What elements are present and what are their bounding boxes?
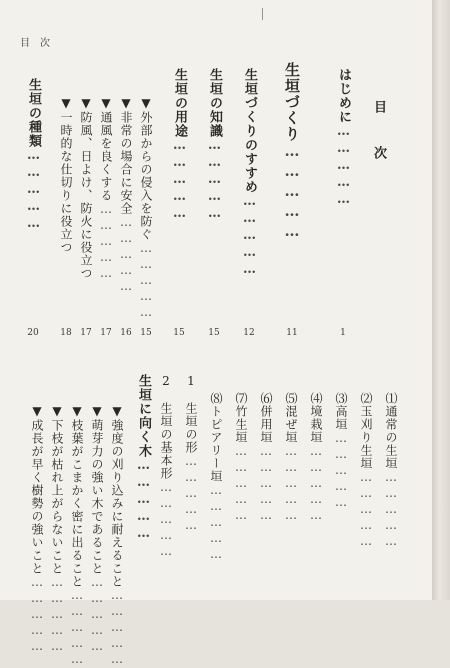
dot-leader: …………… [26,148,41,233]
dot-leader: …………… [110,588,124,668]
toc-entry [182,374,200,534]
toc-entry [232,392,250,524]
toc-entry-label: ▼一時的な仕切りに役立つ [59,96,73,254]
toc-entry [77,96,95,280]
toc-entry-label: ⑷境栽垣 [309,392,323,444]
dot-leader: …………… [209,483,223,563]
dot-leader: …………… [139,241,153,321]
toc-entry-label: 生垣に向く木 [136,374,151,458]
dot-leader: …………… [234,444,248,524]
toc-page-number: 17 [100,328,112,338]
toc-page-number: 12 [243,328,255,338]
dot-leader: …………… [184,454,198,534]
toc-entry [97,96,115,282]
toc-entry [48,404,66,655]
toc-entry-label: ⑴通常の生垣 [384,392,398,470]
toc-entry [28,404,46,655]
toc-entry-label: ⑵玉刈り生垣 [359,392,373,470]
toc-entry [283,62,301,242]
toc-entry-label: 生垣の知識 [207,68,222,138]
toc-entry [134,374,152,543]
toc-entry [257,392,275,524]
toc-page-number: 16 [120,328,132,338]
toc-entry-label: ⑸混ぜ垣 [284,392,298,444]
toc-entry [332,392,350,511]
dot-leader: …………… [309,444,323,524]
toc-entry-label: ▼成長が早く樹勢の強いこと [30,404,44,575]
dot-leader: …………… [334,431,348,511]
dot-leader: …………… [119,215,133,295]
toc-entry-label: 生垣づくりのすすめ [242,68,257,194]
dot-leader: …………… [30,575,44,655]
printer-tick-mark [262,8,263,20]
running-head: 目 次 [20,38,50,49]
toc-entry-label: ▼萌芽力の強い木であること [90,404,104,575]
toc-entry [357,392,375,550]
dot-leader: …………… [283,142,301,242]
toc-entry-label: ▼外部からの侵入を防ぐ [139,96,153,241]
toc-page-number: 11 [286,328,298,338]
toc-title: 目 次 [371,100,386,169]
toc-entry-label: 生垣の種類 [26,78,41,148]
toc-entry [170,68,188,223]
toc-page-number: 17 [80,328,92,338]
toc-entry-label: ▼非常の場合に安全 [119,96,133,215]
toc-page-number: 18 [60,328,72,338]
dot-leader: …………… [284,444,298,524]
toc-entry-label: ▼下枝が枯れ上がらないこと [50,404,64,575]
toc-page-number: 15 [173,328,185,338]
toc-entry-label: ▼防風、日よけ、防火に役立つ [79,96,93,280]
toc-entry-label: 生垣の用途 [172,68,187,138]
dot-leader: …………… [90,575,104,655]
toc-entry [108,404,126,668]
toc-entry [207,392,225,563]
toc-entry-label: ▼通風を良くする [99,96,113,202]
toc-entry [117,96,135,295]
page-edge [432,0,450,600]
toc-entry-label: ▼枝葉がこまかく密に出ること [70,404,84,588]
toc-entry-label: 生垣づくり [283,62,301,142]
toc-entry-label: ⑹併用垣 [259,392,273,444]
toc-entry-label: ⑶高垣 [334,392,348,431]
toc-entry-label: ⑺竹生垣 [234,392,248,444]
dot-leader: …………… [242,194,257,279]
dot-leader: …………… [159,480,173,560]
toc-entry [24,78,42,233]
dot-leader: …………… [259,444,273,524]
toc-entry-label: 1 生垣の形 [184,374,198,454]
toc-entry [240,68,258,279]
dot-leader: …………… [336,124,351,209]
toc-page-number: 15 [140,328,152,338]
dot-leader: …………… [207,138,222,223]
dot-leader: …………… [359,470,373,550]
toc-entry [205,68,223,223]
toc-page-number: 1 [340,328,346,338]
toc-entry-label: ⑻トピアリー垣 [209,392,223,483]
toc-entry-label: 2 生垣の基本形 [159,374,173,480]
toc-entry [282,392,300,524]
dot-leader: …………… [172,138,187,223]
toc-entry [137,96,155,321]
toc-entry [57,96,75,254]
toc-entry-label: はじめに [336,68,351,124]
toc-entry-label: ▼強度の刈り込みに耐えること [110,404,124,588]
toc-entry [307,392,325,524]
toc-entry [88,404,106,655]
toc-page-number: 15 [208,328,220,338]
dot-leader: …………… [70,588,84,668]
toc-entry [157,374,175,560]
dot-leader: …………… [50,575,64,655]
toc-page-number: 20 [27,328,39,338]
toc-entry [334,68,352,209]
toc-entry [382,392,400,550]
dot-leader: …………… [384,470,398,550]
toc-entry [68,404,86,668]
dot-leader: …………… [136,458,151,543]
dot-leader: …………… [99,202,113,282]
